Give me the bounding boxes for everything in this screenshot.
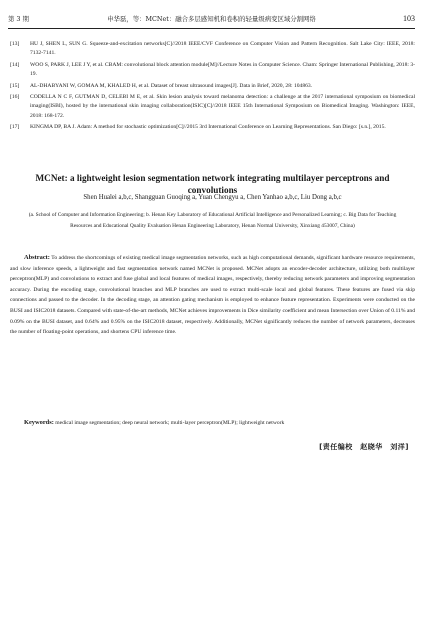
reference-item [10,82,415,91]
editor-credit: [责任编校 赵晓华 刘洋] [319,443,409,451]
page-number: 103 [403,14,415,23]
keywords-label: Keywords: [24,419,54,426]
reference-number: [16] [10,94,20,101]
affiliation: (a. School of Computer and Information Engineering; b. Henan Key Laboratory of Educational Artificial Intelligence and Personalized Learning; c. Big Data for Teaching Resources and Educational Quality Evaluation Henan Engineering Laboratory, Henan Normal University, Xinxiang 453007, China) [28,212,397,229]
reference-text: WOO S, PARK J, LEE J Y, et al. CBAM: convolutional block attention module[M]//Lecture Notes in Computer Science. Cham: Springer International Publishing, 2018: 3-19. [30,61,415,78]
reference-text: AL-DHABYANI W, GOMAA M, KHALED H, et al. Dataset of breast ultrasound images[J]. Data in Brief, 2020, 28: 104863. [30,82,313,89]
keywords-text: medical image segmentation; deep neural network; multi-layer perceptron(MLP); lightweight network [55,420,285,426]
abstract [10,253,415,338]
abstract-text: To address the shortcomings of existing medical image segmentation networks, such as high computational demands, significant hardware resource requirements, and slow inference speeds, a lightweight and fast segmentation network named MCNet is proposed. MCNet adopts an encoder-decoder architecture, utilizing both multilayer perceptron(MLP) and convolutions to extract and fuse global and local features of medical images, respectively, thereby reducing network parameters and improving segmentation accuracy. During the encoding stage, convolutional branches and MLP branches are used to extract multi-scale local and global features. These features are fused via skip connections and passed to the decoder. In the decoding stage, an attention gating mechanism is employed to enhance feature representation. Experiments were conducted on the BUSI and ISIC2018 datasets. Compared with state-of-the-art methods, MCNet achieves improvements in Dice similarity coefficient and mean Intersection over Union of 0.11% and 0.09% on the BUSI dataset, and 0.64% and 0.95% on the ISIC2018 dataset, respectively. Additionally, MCNet significantly reduces the number of network parameters, decreases the number of floating-point operations, and shortens CPU inference time. [10,255,415,336]
reference-number: [13] [10,41,20,47]
issue-label: 第 3 期 [8,15,29,23]
header-divider [8,28,415,29]
reference-text: KINGMA DP, BA J. Adam: A method for stochastic optimization[C]//2015 3rd International Conference on Learning Representations. San Diego: [s.n.], 2015. [30,124,386,131]
running-title: 申华磊，等：MCNet：融合多层感知机和卷积的轻量级病变区域分割网络 [107,15,316,23]
reference-item [10,123,415,132]
page-header [8,13,415,25]
reference-item [10,40,415,59]
reference-item [10,61,415,80]
reference-number: [15] [10,82,20,89]
keywords [10,418,415,428]
reference-number: [14] [10,61,20,68]
reference-item [10,93,415,121]
reference-number: [17] [10,124,20,131]
reference-text: CODELLA N C F, GUTMAN D, CELEBI M E, et al. Skin lesion analysis toward melanoma detection: a challenge at the 2017 international symposium on biomedical imaging(ISBI), hosted by the international skin imaging collaboration(ISIC)[C]//2018 IEEE 15th International Symposium on Biomedical Imaging. Washington: IEEE, 2018: 168-172. [30,94,415,119]
reference-text: HU J, SHEN L, SUN G. Squeeze-and-excitation networks[C]//2018 IEEE/CVF Conference on Computer Vision and Pattern Recognition. Salt Lake City: IEEE, 2018: 7132-7141. [30,41,415,57]
paper-title: MCNet: a lightweight lesion segmentation network integrating multilayer perceptrons and convolutions [35,173,390,195]
reference-list [10,40,415,135]
author-list: Shen Hualei a,b,c, Shangguan Guoqing a, Yuan Chengyu a, Chen Yanhao a,b,c, Liu Dong a,b,c [83,194,342,201]
abstract-label: Abstract: [24,254,50,261]
